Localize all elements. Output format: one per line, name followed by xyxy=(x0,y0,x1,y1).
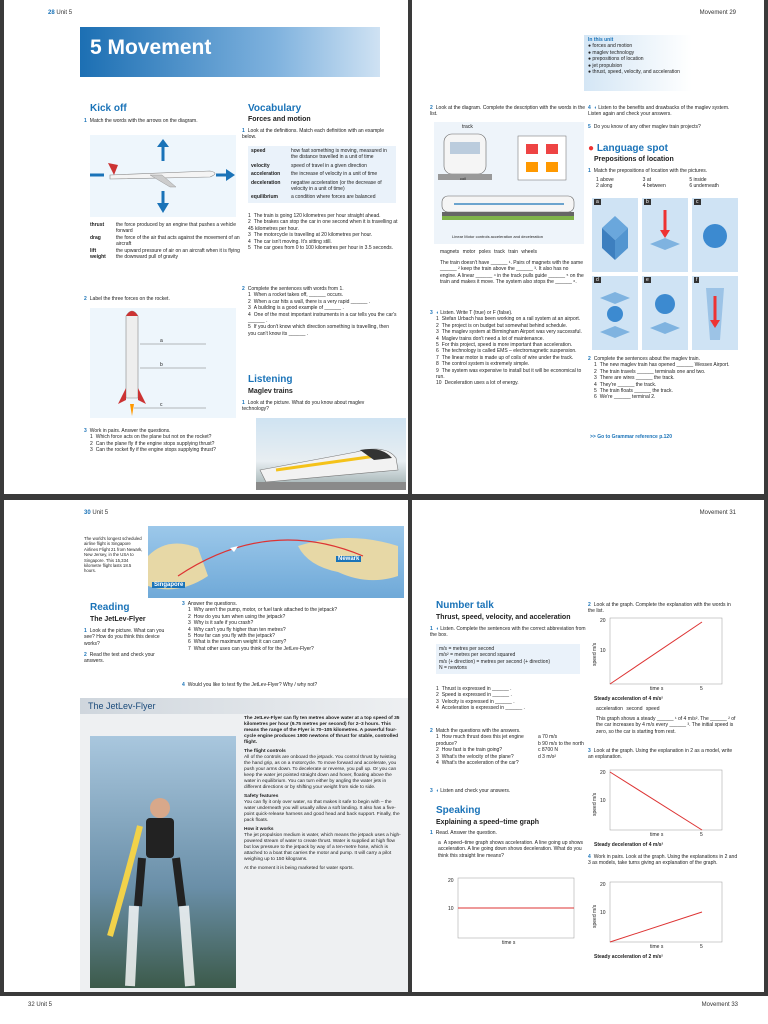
force-weight: weight the downward pull of gravity xyxy=(90,254,178,261)
picture-d: d xyxy=(592,276,638,350)
force-lift: lift the upward pressure of air on an aircraft when it is flying xyxy=(90,247,240,254)
page-number-32: 32 Unit 5 xyxy=(28,1002,53,1008)
speaking-graph: 20 10 time s xyxy=(440,876,580,956)
vocab-subtitle: Forces and motion xyxy=(248,116,311,123)
audio-icon[interactable]: ◖ xyxy=(435,310,439,316)
article-panel xyxy=(80,698,408,992)
maglev-true-false: 3 ◖ Listen. Write T (true) or F (false). 1 Stefan Urbach has been working on a rail system at an airport. 2 The project is on budget but somewhat behind schedule. 3 The maglev system at Birmingham Airport was very successful. 4 Maglev trains don't need a lot of maintenance. 5 For this project, speed is more important than acceleration. 6 The technology is called EMS – electromagnetic suspension. 7 The linear motor is made up of coils of wire under the track. 8 The control system is extremely simple. 9 The system was expensive to install but it will be economical to run. 10 Deceleration uses a lot of energy. xyxy=(430,310,582,387)
maglev-train-photo xyxy=(256,418,406,490)
language-spot-q2: 2 Complete the sentences about the maglev train. 1 The new maglev train has opened ______ Wessex Airport. 2 The train travels ______ terminals one and two. 3 There are wires ______ the track. 4 They're ______ the track. 5 The train floats ______ the track. 6 We're ______ terminal 2. xyxy=(588,356,730,401)
plane-diagram xyxy=(90,135,236,217)
vocab-examples: 1 The train is going 120 kilometres per hour straight ahead. 2 The brakes can stop the car in one second when it is travelling at 45 kilometres per hour. 3 The motorcycle is travelling at 20 kilometres per hour. 4 The car isn't moving. It's sitting still. 5 The car goes from 0 to 100 kilometres per hour in 3.5 seconds. xyxy=(248,213,398,252)
force-drag: drag the force of the air that acts against the movement of an aircraft xyxy=(90,234,240,248)
map-label-newark: Newark xyxy=(338,556,360,562)
vocab-definitions-box: speed how fast something is moving, measured in the distance travelled in a unit of time velocity speed of travel in a given direction acceleration the increase of velocity in a unit of time deceleration negative acceleration (or the decrease of velocity in a unit of time) equilibrium a condition where forces are balanced xyxy=(248,146,396,203)
match-questions: 2 Match the questions with the answers. 1 How much thrust does this jet engine produce? 2 How fast is the train going? 3 What's the velocity of the plane? 4 What's the acceleration of the car? a 70 m/s b 90 m/s to the north c 8700 N d 3 m/s² xyxy=(430,728,584,767)
page-number: Movement 29 xyxy=(699,10,736,16)
picture-b: b xyxy=(642,198,688,272)
article-title: The JetLev-Flyer xyxy=(88,701,156,711)
forces-list xyxy=(90,222,240,260)
maglev-diagram: track coil Linear Motor controls acceleration and deceleration xyxy=(434,122,584,244)
reading-subtitle: The JetLev-Flyer xyxy=(90,616,146,623)
page-number: 28 Unit 5 xyxy=(48,10,73,16)
page-28: 28 Unit 5 5 Movement Kick off 1 Match the words with the arrows on the diagram. thrust the force produced by an engine that pushes a vehicle forward drag the force of the air that acts against the movement of an aircraft lift the upward pressure of air on an aircraft when it is flying weight the downward pull of gravity 2 Label the three forces on the rocket. a b c 3 Work in pairs. Answer the questions. 1 Which force acts on the plane but not on the rocket? 2 Can the plane fly if the engine stops supplying thrust? 3 Can the rocket fly if the engine stops supplying thrust? Vocabulary Forces and motion 1 Look at the definitions. Match each definition with an example below. speed how fast something is moving, measured in the distance travelled in a unit of time velocity speed of travel in a given direction acceleration the increase of velocity in a unit of time deceleration negative acceleration (or the decrease of velocity in a unit of time) equilibrium a condition where forces are balanced 1 The train is going 120 kilometres per hour straight ahead. 2 The brakes can stop the car in one second when it is travelling at 45 kilometres per hour. 3 The motorcycle is travelling at 20 kilometres per hour. 4 The car isn't moving. It's sitting still. 5 The car goes from 0 to 100 kilometres per hour in 3.5 seconds. 2 Complete the sentences with words from 1. 1 When a rocket takes off, ______ occurs. 2 When a car hits a wall, there is a very rapid ______ . 3 A building is a good example of ______ . 4 One of the most important instruments in a car tells you the car's ______ . 5 If you don't know which direction something is travelling, then you can't know its ______ . Listening Maglev trains 1 Look at the picture. What do you know about maglev technology? xyxy=(4,0,408,494)
picture-c: c xyxy=(692,198,738,272)
listening-subtitle: Maglev trains xyxy=(248,388,293,395)
picture-a: a xyxy=(592,198,638,272)
audio-icon[interactable]: ◖ xyxy=(593,105,597,111)
article-body: The JetLev-Flyer can fly ten metres above water at a top speed of 35 kilometres per hour (9.75 metres per second) for 2–3 hours. This means the range of the Flyer is 70–105 kilometres. A powerful four-cycle engine produces 1900 newtons of thrust for stable, controlled flight. The flight controls All of the controls are onboard the jetpack. You control thrust by twisting the hand grip, as on a motorcycle. To move forward and accelerate, you push your arms down. To decelerate or reverse, you pull up. Or you can keep the water jet pointed straight down and hover, floating above the water in equilibrium. You can turn either by angling the water jets in different directions or by shifting your weight from side to side. Safety features You can fly it only over water, so that makes it safe to begin with – the water underneath you will usually allow a soft landing. It also has a five-point quick-release harness and good head and back support. Finally, the pack floats. How it works The jet propulsion medium is water, which means the jetpack uses a high-powered stream of water to create thrust. Water is supplied at high flow but low pressure to the jetpack by way of a ten-metre hose, which is attached to a boat that carries the motor and pump. It will carry a pilot weighing up to 150 kilograms. At the moment it is being marketed for water sports. xyxy=(244,716,401,871)
number-talk-subtitle: Thrust, speed, velocity, and acceleration xyxy=(436,614,571,621)
rocket-label-a: a xyxy=(160,338,163,344)
next-spread-strip xyxy=(0,996,768,1024)
listening-title: Listening xyxy=(248,374,293,385)
speed-time-graph-2: 20 10 speed m/s time s 5 Steady deceleration of 4 m/s² xyxy=(592,768,728,854)
picture-e: e xyxy=(642,276,688,350)
word-list: magnets motor poles track train wheels xyxy=(440,249,537,255)
page-29: Movement 29 In this unit ● forces and motion ● maglev technology ● prepositions of location ● jet propulsion ● thrust, speed, velocity, and acceleration 2 Look at the diagram. Complete the description with the words in the list. track coil Linear Motor controls acceleration and deceleration magnets motor poles track train wheels The train doesn't have ______ ¹. Pairs of magnets with the same ______ ² keep the train above the ______ ³. It also has no engine. A linear ______ ⁴ in the track pulls guide ______ ⁵ on the train and makes it move. The system also stops the ______ ⁶. 3 ◖ Listen. Write T (true) or F (false). 1 Stefan Urbach has been working on a rail system at an airport. 2 The project is on budget but somewhat behind schedule. 3 The maglev system at Birmingham Airport was very successful. 4 Maglev trains don't need a lot of maintenance. 5 For this project, speed is more important than acceleration. 6 The technology is called EMS – electromagnetic suspension. 7 The linear motor is made up of coils of wire under the track. 8 The control system is extremely simple. 9 The system was expensive to install but it will be economical to run. 10 Deceleration uses a lot of energy. 4 ◖ Listen to the benefits and drawbacks of the maglev system. Listen again and check your answers. 5 Do you know of any other maglev train projects? ● Language spot Prepositions of location 1 Match the prepositions of location with the pictures. 1 above 3 at 5 inside 2 along 4 between 6 underneath a b c d e f 2 Complete the sentences about the maglev train. 1 The new maglev train has opened ______ Wessex Airport. 2 The train travels ______ terminals one and two. 3 There are wires ______ the track. 4 They're ______ the track. 5 The train floats ______ the track. 6 We're ______ terminal 2. >> Go to Grammar reference p.120 xyxy=(412,0,764,494)
graph-caption: Steady acceleration of 4 m/s² xyxy=(594,696,663,702)
language-spot-title: ● Language spot xyxy=(588,143,668,154)
abbreviation-items: 1 Thrust is expressed in ______ . 2 Speed is expressed in ______ . 3 Velocity is expressed in ______ . 4 Acceleration is expressed in ______ . xyxy=(436,686,525,712)
rocket-diagram xyxy=(90,308,236,418)
page-30: 30 Unit 5 The world's longest scheduled airline flight is Singapore Airlines Flight 21 from Newark, New Jersey, in the USA to Singapore. This 15,334 kilometre flight lasts 18.5 hours. Newark Singapore Reading The JetLev-Flyer 1 Look at the picture. What can you see? How do you think this device works? 2 Read the text and check your answers. 3 Answer the questions. 1 Why aren't the pump, motor, or fuel tank attached to the jetpack? 2 How do you turn when using the jetpack? 3 Why is it safe if you crash? 4 Why can't you fly higher than ten metres? 5 How far can you fly with the jetpack? 6 What is the maximum weight it can carry? 7 What other uses can you think of for the JetLev-Flyer? 4 Would you like to test fly the JetLev-Flyer? Why / why not? The JetLev-Flyer The JetLev-Flyer can fly ten metres above water at a top speed of 35 kilometres per hour (9.75 metres per second) for 2–3 hours. This means the range of the Flyer is 70–105 kilometres. A powerful four-cycle engine produces 1900 newtons of thrust for stable, controlled flight. The flight controls All of the controls are onboard the jetpack. You control thrust by twisting the hand grip, as on a motorcycle. To move forward and accelerate, you push your arms down. To decelerate or reverse, you pull up. Or you can keep the water jet pointed straight down and hover, floating above the water in equilibrium. You can turn either by angling the water jets in different directions or by shifting your weight from side to side. Safety features You can fly it only over water, so that makes it safe to begin with – the water underneath you will usually allow a soft landing. It also has a five-point quick-release harness and good head and back support. Finally, the pack floats. How it works The jet propulsion medium is water, which means the jetpack uses a high-powered stream of water to create thrust. Water is supplied at high flow but low pressure to the jetpack by way of a ten-metre hose, which is attached to a boat that carries the motor and pump. It will carry a pilot weighing up to 150 kilograms. At the moment it is being marketed for water sports. xyxy=(4,500,408,992)
speed-time-graph-3: 20 10 speed m/s time s 5 Steady acceleration of 2 m/s² xyxy=(592,880,728,972)
reading-q3: 3 Answer the questions. 1 Why aren't the pump, motor, or fuel tank attached to the jetpack? 2 How do you turn when using the jetpack? 3 Why is it safe if you crash? 4 Why can't you fly higher than ten metres? 5 How far can you fly with the jetpack? 6 What is the maximum weight it can carry? 7 What other uses can you think of for the JetLev-Flyer? xyxy=(182,601,338,652)
grammar-reference-link[interactable]: >> Go to Grammar reference p.120 xyxy=(590,434,672,440)
maglev-description: The train doesn't have ______ ¹. Pairs of magnets with the same ______ ² keep the train above the ______ ³. It also has no engine. A linear ______ ⁴ in the track pulls guide ______ ⁵ on the train and makes it move. The system also stops the ______ ⁶. xyxy=(440,260,584,286)
page-number-33: Movement 33 xyxy=(701,1002,738,1008)
jetlev-photo xyxy=(90,736,236,988)
world-map xyxy=(148,526,404,598)
reading-title: Reading xyxy=(90,602,130,613)
map-label-singapore: Singapore xyxy=(154,582,184,588)
language-spot-subtitle: Prepositions of location xyxy=(594,156,674,163)
audio-icon[interactable]: ◖ xyxy=(435,626,439,632)
vocab-q2: 2 Complete the sentences with words from 1. 1 When a rocket takes off, ______ occurs. 2 When a car hits a wall, there is a very rapid ______ . 3 A building is a good example of ______ . 4 One of the most important instruments in a car tells you the car's ______ . 5 If you don't know which direction something is travelling, then you can't know its ______ . xyxy=(242,286,397,337)
speed-time-graph-1: 20 10 speed m/s time s 5 Steady acceleration of 4 m/s² xyxy=(592,616,728,706)
abbreviation-box: m/s = metres per second m/s² = metres per second squared m/s (+ direction) = metres per second (+ direction) N = newtons xyxy=(436,644,580,674)
speaking-title: Speaking xyxy=(436,805,481,816)
rocket-label-c: c xyxy=(160,402,163,408)
unit-banner xyxy=(80,27,380,77)
unit-title: 5 Movement xyxy=(90,36,212,59)
kickoff-q3: 3 Work in pairs. Answer the questions. 1 Which force acts on the plane but not on the rocket? 2 Can the plane fly if the engine stops supplying thrust? 3 Can the rocket fly if the engine stops supplying thrust? xyxy=(84,428,216,454)
rocket-label-b: b xyxy=(160,362,163,368)
explanation-word-list: acceleration second speed xyxy=(596,706,660,712)
page-number: Movement 31 xyxy=(699,510,736,516)
audio-icon[interactable]: ◖ xyxy=(435,788,439,794)
picture-f: f xyxy=(692,276,738,350)
speaking-subtitle: Explaining a speed–time graph xyxy=(436,819,540,826)
number-talk-title: Number talk xyxy=(436,600,494,611)
page-number: 30 Unit 5 xyxy=(84,510,109,516)
page-31: Movement 31 Number talk Thrust, speed, velocity, and acceleration 1 ◖ Listen. Complete the sentences with the correct abbreviation from the box. m/s = metres per second m/s² = metres per second squared m/s (+ direction) = metres per second (+ direction) N = newtons 1 Thrust is expressed in ______ . 2 Speed is expressed in ______ . 3 Velocity is expressed in ______ . 4 Acceleration is expressed in ______ . 2 Match the questions with the answers. 1 How much thrust does this jet engine produce? 2 How fast is the train going? 3 What's the velocity of the plane? 4 What's the acceleration of the car? a 70 m/s b 90 m/s to the north c 8700 N d 3 m/s² 3 ◖ Listen and check your answers. Speaking Explaining a speed–time graph 1 Read. Answer the question. a A speed–time graph shows acceleration. A line going up shows acceleration. A line going down shows deceleration. What do you think this straight line means? 2 Look at the graph. Complete the explanation with the words in the list. acceleration second speed This graph shows a steady ______ ¹ of 4 m/s². The ______ ² of the car increases by 4 m/s every ______ ³. The initial speed is zero, so the car is starting from rest. 3 Look at the graph. Using the explanation in 2 as a model, write an explanation. 4 Work in pairs. Look at the graph. Using the explanations in 2 and 3 as models, take turns giving an explanation of the graph. 20 10 speed m/s time s 5 Steady acceleration of 4 m/s² 20 10 speed m/s time s 5 Steady deceleration of 4 m/s² 20 10 speed m/s time s 5 Steady acceleration of 2 m/s² 20 10 time s xyxy=(412,500,764,992)
kickoff-title: Kick off xyxy=(90,103,127,114)
graph-caption: Steady deceleration of 4 m/s² xyxy=(594,842,664,848)
vocab-title: Vocabulary xyxy=(248,103,302,114)
graph-explanation: This graph shows a steady ______ ¹ of 4 m/s². The ______ ² of the car increases by 4 m/s every ______ ³. The initial speed is zero, so the car is starting from rest. xyxy=(596,716,736,735)
in-this-unit-box: In this unit ● forces and motion ● maglev technology ● prepositions of location ● jet propulsion ● thrust, speed, velocity, and acceleration xyxy=(584,35,692,91)
preposition-pictures xyxy=(592,198,736,350)
graph-caption: Steady acceleration of 2 m/s² xyxy=(594,954,663,960)
force-thrust: thrust the force produced by an engine that pushes a vehicle forward xyxy=(90,222,237,235)
prepositions-grid: 1 above 3 at 5 inside 2 along 4 between 6 underneath xyxy=(596,177,719,190)
flight-fact: The world's longest scheduled airline flight is Singapore Airlines Flight 21 from Newark, New Jersey, in the USA to Singapore. This 15,334 kilometre flight lasts 18.5 hours. xyxy=(84,536,143,574)
